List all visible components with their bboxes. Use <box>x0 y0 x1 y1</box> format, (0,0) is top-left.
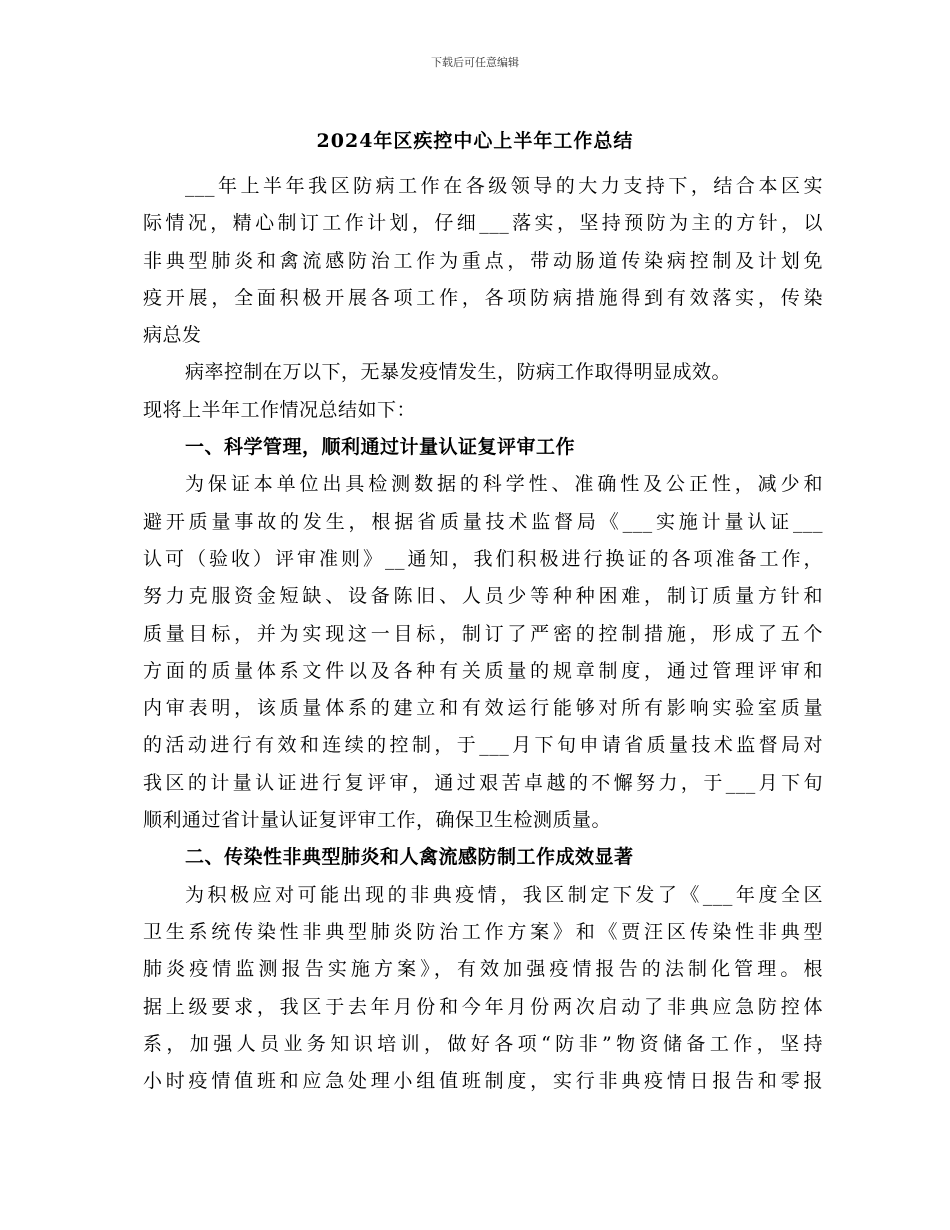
paragraph-line: 肺炎疫情监测报告实施方案》，有效加强疫情报告的法制化管理。根 <box>143 958 823 981</box>
paragraph-line: 顺利通过省计量认证复评审工作，确保卫生检测质量。 <box>143 809 612 832</box>
paragraph-line: ___年上半年我区防病工作在各级领导的大力支持下，结合本区实 <box>185 175 823 197</box>
paragraph-line: 认可（验收）评审准则》__通知，我们积极进行换证的各项准备工作， <box>143 547 823 570</box>
paragraph-line: 我区的计量认证进行复评审，通过艰苦卓越的不懈努力，于___月下旬 <box>143 771 823 794</box>
paragraph-line: 努力克服资金短缺、设备陈旧、人员少等种种困难，制订质量方针和 <box>143 585 823 608</box>
section-heading: 二、传染性非典型肺炎和人禽流感防制工作成效显著 <box>185 846 634 869</box>
paragraph-line: 疫开展，全面积极开展各项工作，各项防病措施得到有效落实，传染 <box>143 286 823 309</box>
header-note: 下载后可任意编辑 <box>431 56 519 69</box>
paragraph-line: 质量目标，并为实现这一目标，制订了严密的控制措施，形成了五个 <box>143 622 823 645</box>
paragraph-line: 现将上半年工作情况总结如下： <box>143 398 417 421</box>
paragraph-line: 小时疫情值班和应急处理小组值班制度，实行非典疫情日报告和零报 <box>143 1070 823 1093</box>
paragraph-line: 的活动进行有效和连续的控制，于___月下旬申请省质量技术监督局对 <box>143 734 823 757</box>
paragraph-line: 据上级要求，我区于去年月份和今年月份两次启动了非典应急防控体 <box>143 995 823 1018</box>
document-body <box>143 168 823 1100</box>
paragraph-line: 系，加强人员业务知识培训，做好各项“防非”物资储备工作，坚持 <box>143 1032 823 1055</box>
paragraph-line: 病总发 <box>143 324 202 347</box>
paragraph-line: 方面的质量体系文件以及各种有关质量的规章制度，通过管理评审和 <box>143 659 823 682</box>
paragraph-line: 为保证本单位出具检测数据的科学性、准确性及公正性，减少和 <box>185 473 823 496</box>
paragraph-line: 为积极应对可能出现的非典疫情，我区制定下发了《___年度全区 <box>185 883 823 906</box>
paragraph-line: 卫生系统传染性非典型肺炎防治工作方案》和《贾汪区传染性非典型 <box>143 920 823 943</box>
paragraph-line: 内审表明，该质量体系的建立和有效运行能够对所有影响实验室质量 <box>143 697 823 720</box>
section-heading: 一、科学管理，顺利通过计量认证复评审工作 <box>185 436 576 459</box>
paragraph-line: 避开质量事故的发生，根据省质量技术监督局《___实施计量认证___ <box>143 510 823 533</box>
document-title: 2024年区疾控中心上半年工作总结 <box>316 130 634 152</box>
paragraph-line: 病率控制在万以下，无暴发疫情发生，防病工作取得明显成效。 <box>185 361 732 384</box>
paragraph-line: 际情况，精心制订工作计划，仔细___落实，坚持预防为主的方针，以 <box>143 212 823 235</box>
paragraph-line: 非典型肺炎和禽流感防治工作为重点，带动肠道传染病控制及计划免 <box>143 249 823 272</box>
